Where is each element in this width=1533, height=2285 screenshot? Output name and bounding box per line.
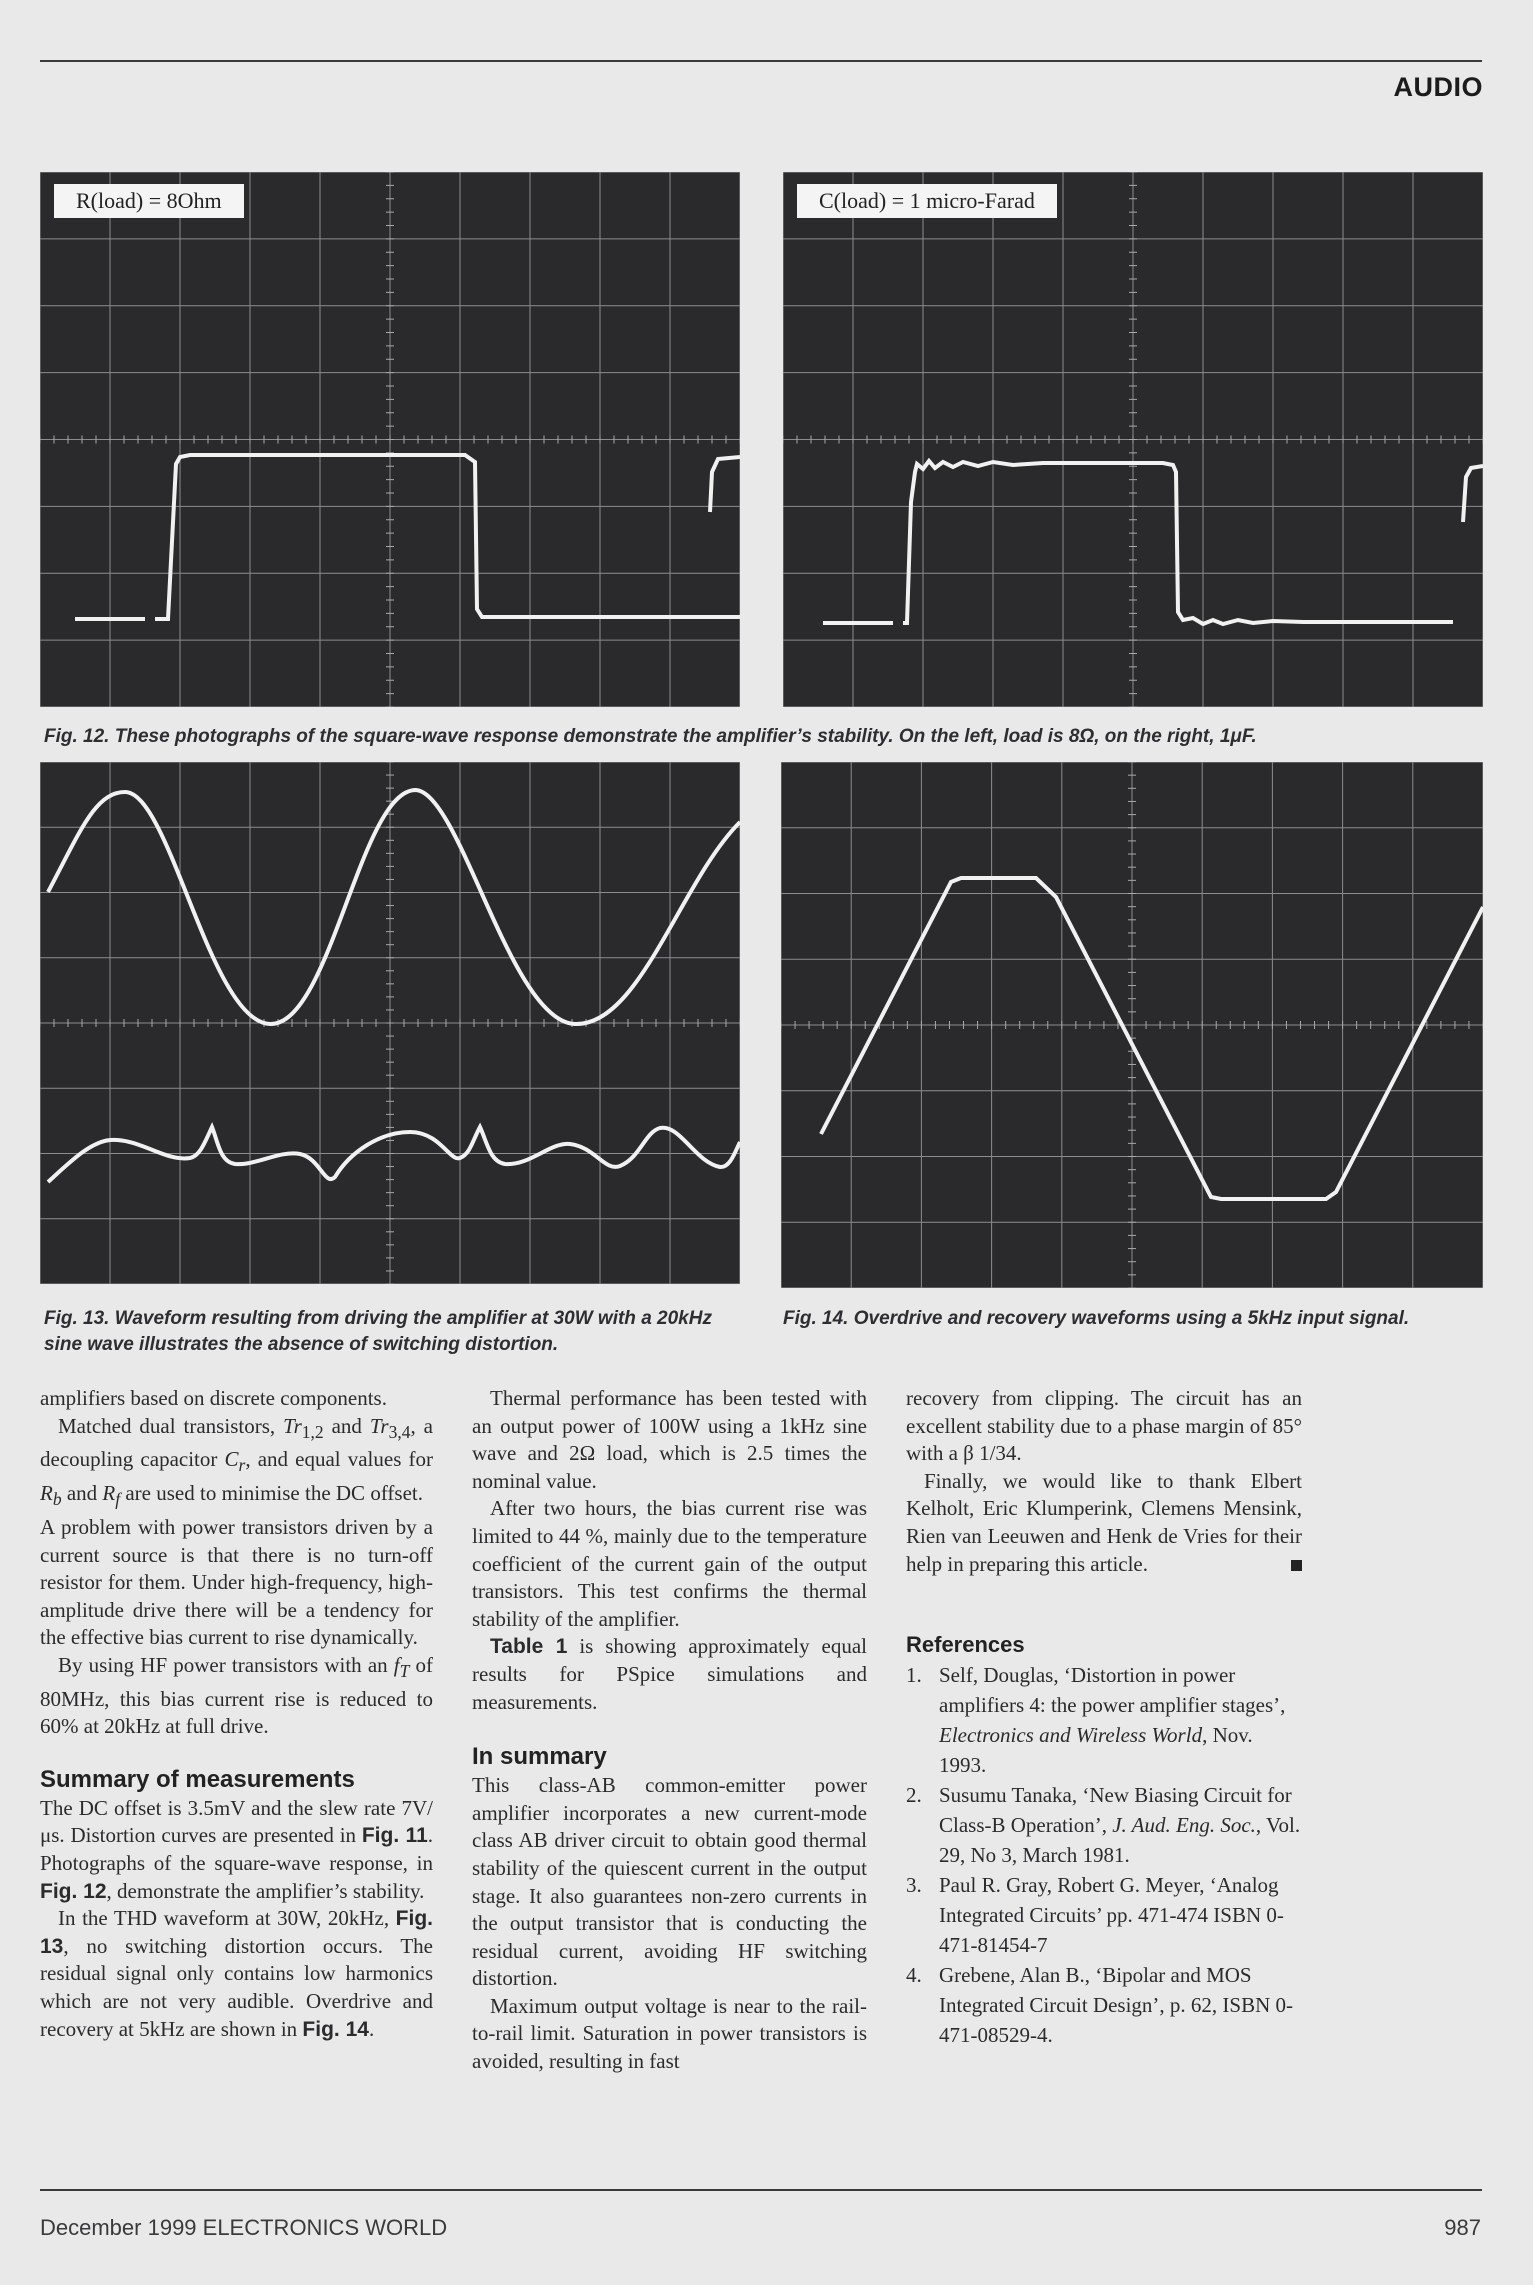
col3-para-1: recovery from clipping. The circuit has an excellent stability due to a phase margin of 85° with a β 1/34. xyxy=(906,1386,1302,1466)
col1-para-5: The DC offset is 3.5mV and the slew rate 7V/μs. Distortion curves are presented in Fig. 11. Photographs of the square-wave response, in Fig. 12, demonstrate the amplifier’s stability. xyxy=(40,1795,433,1903)
reference-item: 2. Susumu Tanaka, ‘New Biasing Circuit for Class-B Operation’, J. Aud. Eng. Soc., Vol. 29, No 3, March 1981. xyxy=(906,1783,1301,1868)
col2-para-4: This class-AB common-emitter power amplifier incorporates a new current-mode class AB driver circuit to obtain good thermal stability of the quiescent current in the output stage. It also guarantees non-zero currents in the output transistor that is conducting the residual current, avoiding HF switching distortion. xyxy=(472,1773,867,1991)
top-rule xyxy=(40,60,1482,62)
fig14-caption: Fig. 14. Overdrive and recovery waveforms using a 5kHz input signal. xyxy=(783,1308,1410,1329)
col1-para-3: A problem with power transistors driven by a current source is that there is no turn-off resistor for them. Under high-frequency, high-amplitude drive there will be a tendency for the effective bias current to rise dynamically. xyxy=(40,1514,433,1650)
col1-para-6: In the THD waveform at 30W, 20kHz, Fig. 13, no switching distortion occurs. The residual signal only contains low harmonics which are not very audible. Overdrive and recovery at 5kHz are shown in Fig. 14. xyxy=(40,1906,433,2041)
col2-para-3: Table 1 is showing approximately equal results for PSpice simulations and measurements. xyxy=(472,1634,867,1714)
col1-para-2: Matched dual transistors, $Tr_{1,2}$ and $Tr_{3,4}$, a decoupling capacitor $C_r$, and equal values for $R_b$ and $R_f$ are used to minimise the DC offset. xyxy=(40,1413,433,1510)
reference-item: 4. Grebene, Alan B., ‘Bipolar and MOS Integrated Circuit Design’, p. 62, ISBN 0-471-08529-4. xyxy=(906,1963,1294,2048)
fig12-caption: Fig. 12. These photographs of the square-wave response demonstrate the amplifier’s stability. On the left, load is 8Ω, on the right, 1μF. xyxy=(44,726,1257,747)
fig13-scope xyxy=(40,762,740,1284)
references-list xyxy=(906,1660,1302,2050)
page-number: 987 xyxy=(1444,2215,1481,2240)
fig12-left-scope xyxy=(40,172,740,707)
col3-para-2: Finally, we would like to thank Elbert Kelholt, Eric Klumperink, Clemens Mensink, Rien van Leeuwen and Henk de Vries for their help in preparing this article. xyxy=(906,1468,1302,1576)
column-3 xyxy=(906,1385,1302,2050)
fig14-scope xyxy=(781,762,1483,1288)
reference-item: 1. Self, Douglas, ‘Distortion in power amplifiers 4: the power amplifier stages’, Electronics and Wireless World, Nov. 1993. xyxy=(906,1663,1286,1778)
references-heading: References xyxy=(906,1632,1025,1658)
fig13-caption: Fig. 13. Waveform resulting from driving the amplifier at 30W with a 20kHz sine wave illustrates the absence of switching distortion. xyxy=(44,1308,712,1355)
fig12-right-label: C(load) = 1 micro-Farad xyxy=(797,184,1057,218)
end-of-article-mark xyxy=(1291,1560,1302,1571)
bottom-rule xyxy=(40,2189,1482,2191)
section-label: AUDIO xyxy=(1393,72,1483,102)
reference-item: 3. Paul R. Gray, Robert G. Meyer, ‘Analog Integrated Circuits’ pp. 471-474 ISBN 0-471-81454-7 xyxy=(906,1873,1284,1958)
footer-issue: December 1999 ELECTRONICS WORLD xyxy=(40,2215,448,2240)
col2-para-5: Maximum output voltage is near to the rail-to-rail limit. Saturation in power transistors is avoided, resulting in fast xyxy=(472,1993,867,2074)
col1-para-4: By using HF power transistors with an $f_T$ of 80MHz, this bias current rise is reduced to 60% at 20kHz at full drive. xyxy=(40,1652,433,1739)
col2-heading: In summary xyxy=(472,1743,607,1771)
fig12-right-scope xyxy=(783,172,1483,707)
col2-para-2: After two hours, the bias current rise was limited to 44 %, mainly due to the temperature coefficient of the current gain of the output transistors. This test confirms the thermal stability of the amplifier. xyxy=(472,1496,867,1631)
col2-para-1: Thermal performance has been tested with an output power of 100W using a 1kHz sine wave and 2Ω load, which is 2.5 times the nominal value. xyxy=(472,1386,867,1493)
column-1 xyxy=(40,1385,433,2043)
fig12-left-label: R(load) = 8Ohm xyxy=(54,184,244,218)
col1-para-1: amplifiers based on discrete components. xyxy=(40,1386,387,1410)
column-2 xyxy=(472,1385,867,2076)
col1-heading: Summary of measurements xyxy=(40,1765,355,1793)
